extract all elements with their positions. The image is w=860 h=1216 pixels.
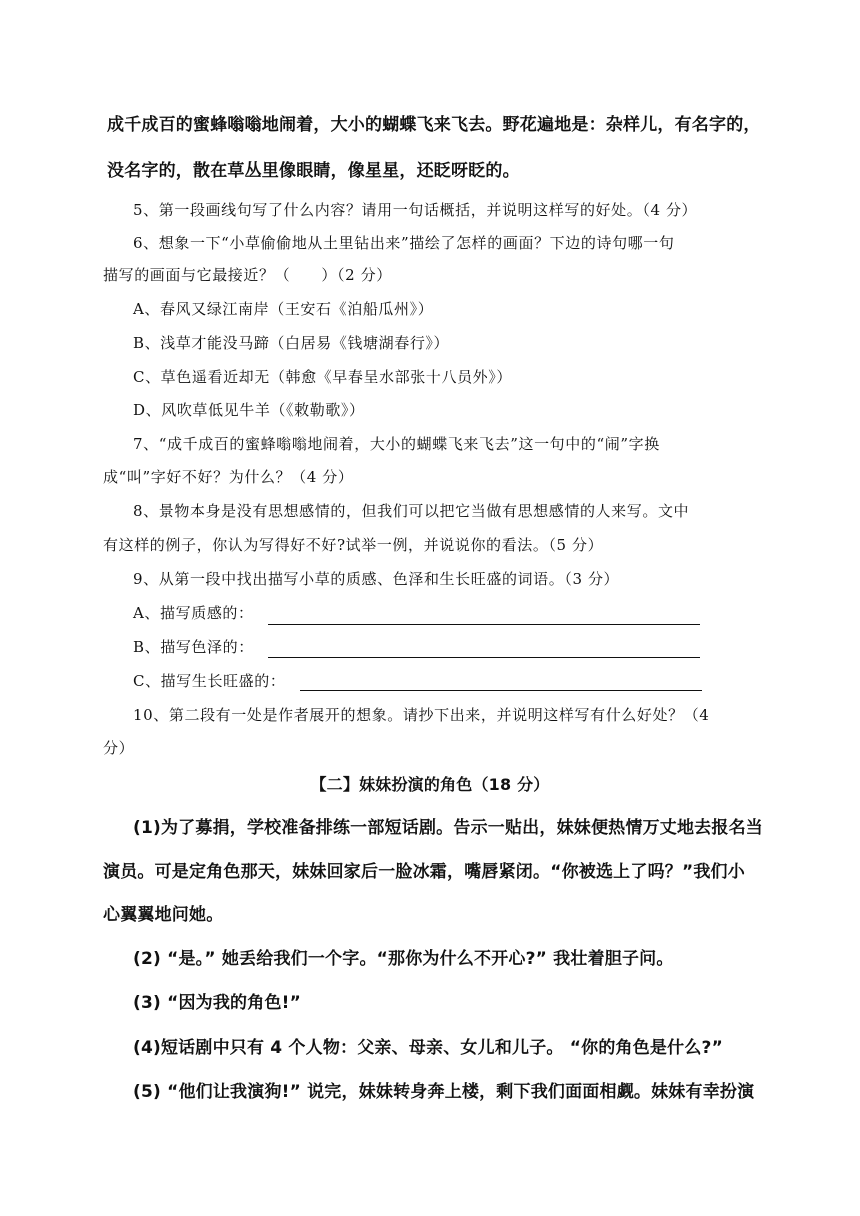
option-6d: D、风吹草低见牛羊（《敕勒歌》） [133, 401, 365, 419]
question-9: 9、从第一段中找出描写小草的质感、色泽和生长旺盛的词语。（3 分） [133, 570, 620, 588]
question-9b-label: B、描写色泽的： [133, 638, 254, 656]
section-2-para-1-line-1: (1)为了募捐，学校准备排练一部短话剧。告示一贴出，妹妹便热情万丈地去报名当 [133, 818, 763, 838]
answer-blank-9b[interactable] [268, 657, 700, 658]
question-9a-label: A、描写质感的： [133, 604, 254, 622]
question-7-line-1: 7、“成千成百的蜜蜂嗡嗡地闹着，大小的蝴蝶飞来飞去”这一句中的“闹”字换 [133, 435, 660, 453]
question-10-line-2: 分） [103, 739, 135, 757]
option-6a: A、春风又绿江南岸（王安石《泊船瓜州》） [133, 300, 434, 318]
passage-line-2: 没名字的，散在草丛里像眼睛，像星星，还眨呀眨的。 [107, 161, 520, 181]
question-9c-label: C、描写生长旺盛的： [133, 672, 286, 690]
question-6-line-1: 6、想象一下“小草偷偷地从土里钻出来”描绘了怎样的画面？下边的诗句哪一句 [133, 234, 675, 252]
answer-blank-9a[interactable] [268, 624, 700, 625]
section-2-para-5: (5) “他们让我演狗!” 说完，妹妹转身奔上楼，剩下我们面面相觑。妹妹有幸扮演 [133, 1082, 755, 1102]
question-7-line-2: 成“叫”字好不好？为什么？（4 分） [103, 468, 354, 486]
question-6-line-2: 描写的画面与它最接近？（ ）（2 分） [103, 266, 392, 284]
question-10-line-1: 10、第二段有一处是作者展开的想象。请抄下出来，并说明这样写有什么好处？（4 [133, 706, 710, 724]
answer-blank-9c[interactable] [300, 690, 702, 691]
section-2-para-1-line-2: 演员。可是定角色那天，妹妹回家后一脸冰霜，嘴唇紧闭。“你被选上了吗？”我们小 [103, 862, 745, 882]
passage-line-1: 成千成百的蜜蜂嗡嗡地闹着，大小的蝴蝶飞来飞去。野花遍地是：杂样儿，有名字的， [107, 115, 761, 135]
option-6c: C、草色遥看近却无（韩愈《早春呈水部张十八员外》） [133, 368, 512, 386]
section-2-para-1-line-3: 心翼翼地问她。 [103, 905, 224, 925]
question-8-line-2: 有这样的例子，你认为写得好不好?试举一例，并说说你的看法。（5 分） [103, 536, 604, 554]
question-5: 5、第一段画线句写了什么内容？请用一句话概括，并说明这样写的好处。（4 分） [133, 201, 698, 219]
section-2-title: 【二】妹妹扮演的角色（18 分） [310, 775, 550, 794]
question-8-line-1: 8、景物本身是没有思想感情的，但我们可以把它当做有思想感情的人来写。文中 [133, 502, 690, 520]
option-6b: B、浅草才能没马蹄（白居易《钱塘湖春行》） [133, 334, 450, 352]
section-2-para-3: (3) “因为我的角色!” [133, 993, 301, 1013]
section-2-para-4: (4)短话剧中只有 4 个人物：父亲、母亲、女儿和儿子。 “你的角色是什么?” [133, 1038, 723, 1058]
section-2-para-2: (2) “是。” 她丢给我们一个字。“那你为什么不开心?” 我壮着胆子问。 [133, 949, 674, 969]
